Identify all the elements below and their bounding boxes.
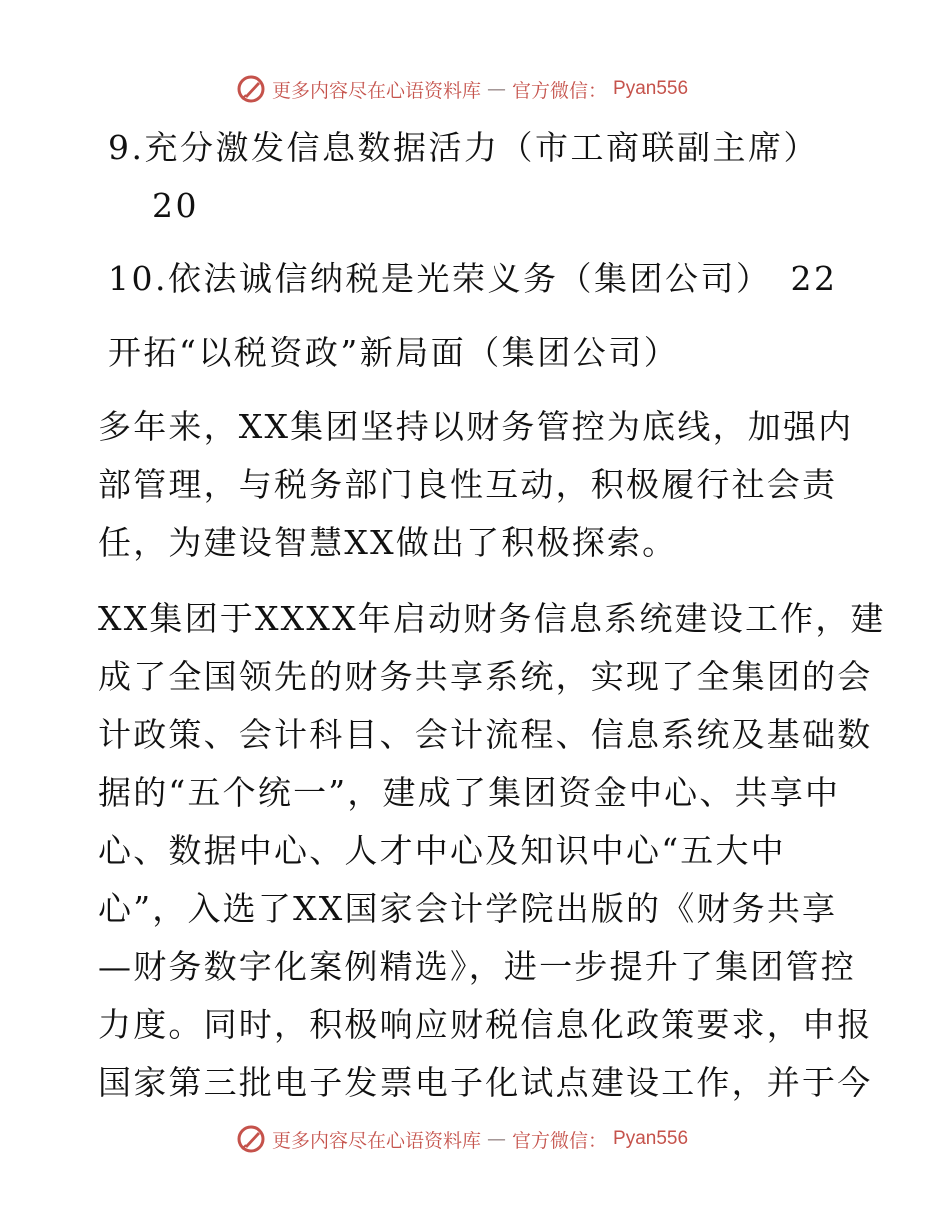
paragraph-line: XX集团于XXXX年启动财务信息系统建设工作，建 (98, 599, 886, 638)
article-title: 开拓“以税资政”新局面（集团公司） (108, 333, 680, 372)
toc-entry-9: 9.充分激发信息数据活力（市工商联副主席） (108, 128, 819, 167)
paragraph-line: 据的“五个统一”，建成了集团资金中心、共享中 (98, 773, 841, 812)
paragraph-line: 国家第三批电子发票电子化试点建设工作，并于今 (98, 1063, 873, 1102)
toc-entry-9-page: 20 (152, 186, 199, 225)
paragraph-line: 任，为建设智慧XX做出了积极探索。 (98, 523, 678, 562)
paragraph-line: 力度。同时，积极响应财税信息化政策要求，申报 (98, 1005, 873, 1044)
watermark-wechat-label: 官方微信： (512, 1129, 608, 1152)
toc-entry-10: 10.依法诚信纳税是光荣义务（集团公司） 22 (108, 259, 838, 298)
paragraph-line: 心、数据中心、人才中心及知识中心“五大中 (98, 831, 786, 870)
header-watermark (236, 72, 688, 106)
footer-watermark (236, 1122, 688, 1156)
quill-logo-icon (236, 74, 266, 104)
article-paragraph-2 (98, 590, 886, 1112)
watermark-text: 更多内容尽在心语资料库 (272, 79, 482, 102)
paragraph-line: 成了全国领先的财务共享系统，实现了全集团的会 (98, 657, 873, 696)
watermark-separator: — (487, 1128, 507, 1150)
paragraph-line: 多年来，XX集团坚持以财务管控为底线，加强内 (98, 407, 854, 446)
watermark-wechat-id: Pyan556 (613, 1128, 689, 1149)
paragraph-line: —财务数字化案例精选》，进一步提升了集团管控 (98, 947, 856, 986)
watermark-text: 更多内容尽在心语资料库 (272, 1129, 482, 1152)
paragraph-line: 部管理，与税务部门良性互动，积极履行社会责 (98, 465, 838, 504)
article-paragraph-1 (98, 398, 854, 572)
watermark-wechat-id: Pyan556 (613, 78, 689, 99)
paragraph-line: 心”，入选了XX国家会计学院出版的《财务共享 (98, 889, 838, 928)
watermark-wechat-label: 官方微信： (512, 79, 608, 102)
paragraph-line: 计政策、会计科目、会计流程、信息系统及基础数 (98, 715, 873, 754)
watermark-separator: — (487, 78, 507, 100)
quill-logo-icon (236, 1124, 266, 1154)
